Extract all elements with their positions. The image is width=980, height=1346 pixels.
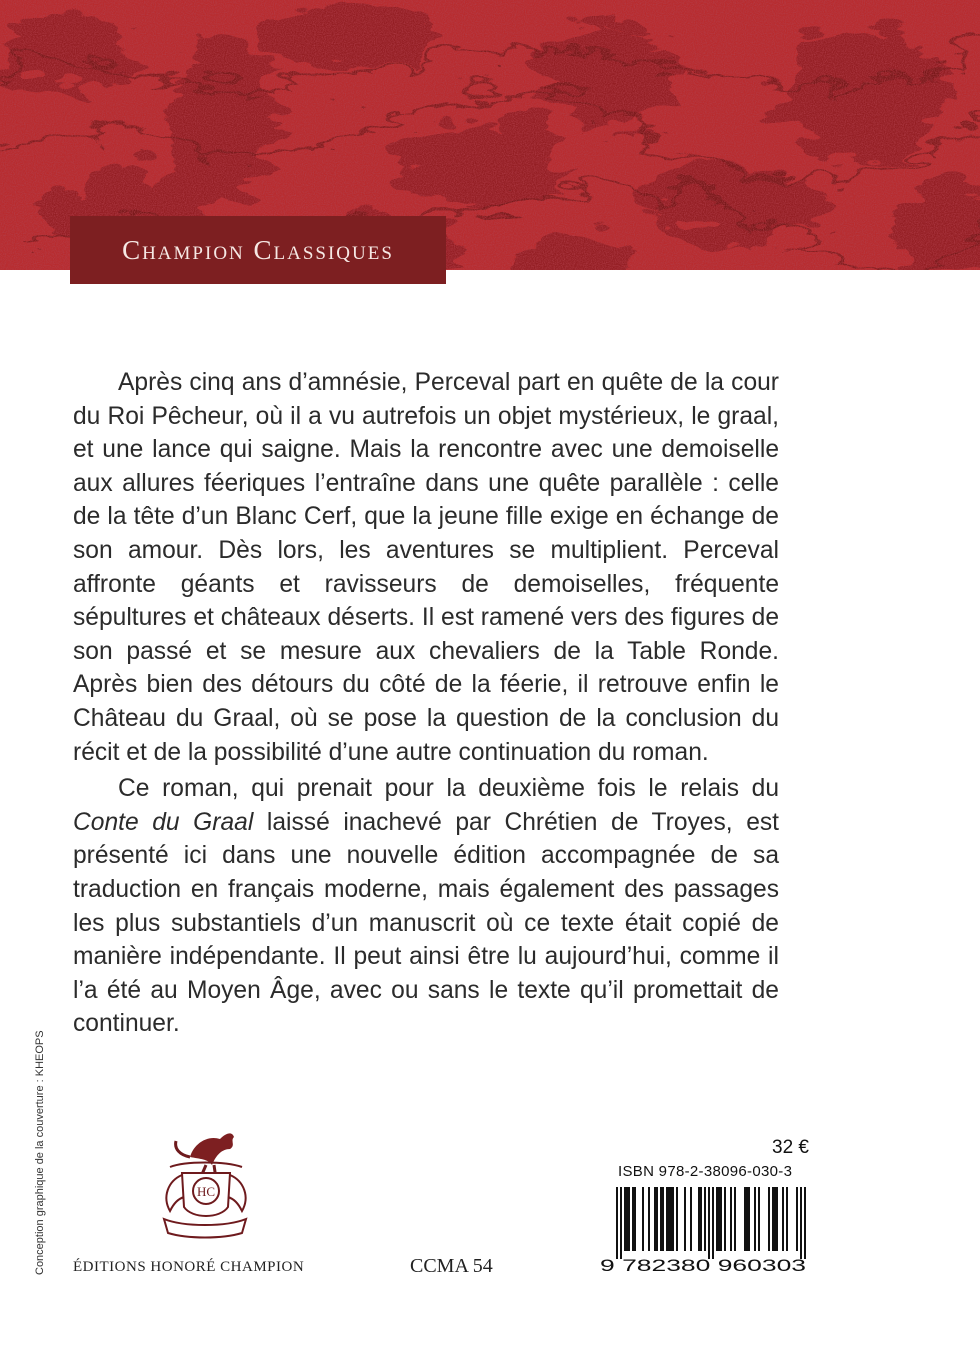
barcode-bar [670,1187,672,1251]
barcode-bar [662,1187,664,1251]
barcode-bar [704,1187,706,1251]
barcode-bar [666,1187,668,1251]
barcode-bars [616,1187,806,1259]
barcode-bar [626,1187,628,1251]
logo-monogram: HC [196,1184,216,1199]
price-label: 32 € [772,1137,809,1158]
barcode-bar [730,1187,732,1251]
barcode-bar [648,1187,650,1251]
barcode-bar [700,1187,702,1251]
barcode-bar [712,1187,714,1259]
barcode-bar [654,1187,656,1251]
barcode-bar [634,1187,636,1251]
barcode-bar [656,1187,658,1251]
series-code: CCMA 54 [410,1255,493,1277]
barcode-bar [744,1187,746,1251]
barcode-bar [720,1187,722,1251]
barcode-bar [620,1187,622,1259]
barcode-bar [768,1187,770,1251]
barcode-bar [672,1187,674,1251]
back-cover-blurb [73,366,779,1041]
blurb-text: laissé inachevé par Chrétien de Troyes, est présenté ici dans une nouvelle édition accompagnée de sa traduction en français moderne, mais également des passages les plus substantiels d’un manuscrit où ce texte était copié de manière indépendante. Il peut ainsi être lu aujourd’hui, comme il l’a été au Moyen Âge, avec ou sans le texte qu’il promettait de continuer. [73,808,779,1038]
blurb-paragraph [73,772,779,1041]
barcode-bar [716,1187,718,1251]
isbn-label: ISBN 978-2-38096-030-3 [618,1163,793,1180]
barcode-bar [772,1187,774,1251]
cover-design-credit: Conception graphique de la couverture : KHEOPS [34,1030,46,1275]
barcode-bar [776,1187,778,1251]
blurb-text: Ce roman, qui prenait pour la deuxième fois le relais du [118,775,779,803]
barcode-bar [624,1187,626,1251]
barcode-bar [758,1187,760,1251]
barcode-bar [800,1187,802,1259]
publisher-horse-logo-icon [150,1115,260,1245]
barcode-bar [632,1187,634,1251]
series-label: Champion Classiques [70,216,446,284]
barcode-bar [690,1187,692,1251]
work-title: Conte du Graal [73,808,254,836]
barcode-bar [774,1187,776,1251]
barcode-bar [684,1187,686,1251]
barcode-bar [804,1187,806,1259]
barcode-bar [676,1187,678,1251]
barcode-bar [708,1187,710,1259]
barcode-bar [616,1187,618,1259]
barcode-digits: 9 782380 960303 [600,1256,806,1275]
barcode-bar [718,1187,720,1251]
barcode-bar [698,1187,700,1251]
barcode-bar [796,1187,798,1251]
barcode-bar [668,1187,670,1251]
blurb-paragraph: Après cinq ans d’amnésie, Perceval part en quête de la cour du Roi Pêcheur, où il a vu autrefois un objet mystérieux, le graal, et une lance qui saigne. Mais la rencontre avec une demoiselle aux allures féeriques l’entraîne dans une quête parallèle : celle de la tête d’un Blanc Cerf, que la jeune fille exige en échange de son amour. Dès lors, les aventures se multiplient. Perceval affronte géants et ravisseurs de demoiselles, fréquente sépultures et châteaux déserts. Il est ramené vers des figures de son passé et se mesure aux chevaliers de la Table Ronde. Après bien des détours du côté de la féerie, il retrouve enfin le Château du Graal, où se pose la question de la conclusion du récit et de la possibilité d’une autre continuation du roman. [73,369,779,766]
isbn-barcode [596,1185,810,1275]
barcode-bar [734,1187,736,1251]
barcode-bar [748,1187,750,1251]
barcode-bar [786,1187,788,1251]
publisher-name: ÉDITIONS HONORÉ CHAMPION [73,1259,305,1275]
barcode-bar [782,1187,784,1251]
barcode-bar [628,1187,630,1251]
barcode-bar [746,1187,748,1251]
barcode-bar [754,1187,756,1251]
barcode-bar [724,1187,726,1251]
barcode-bar [642,1187,644,1251]
barcode-bar [660,1187,662,1251]
